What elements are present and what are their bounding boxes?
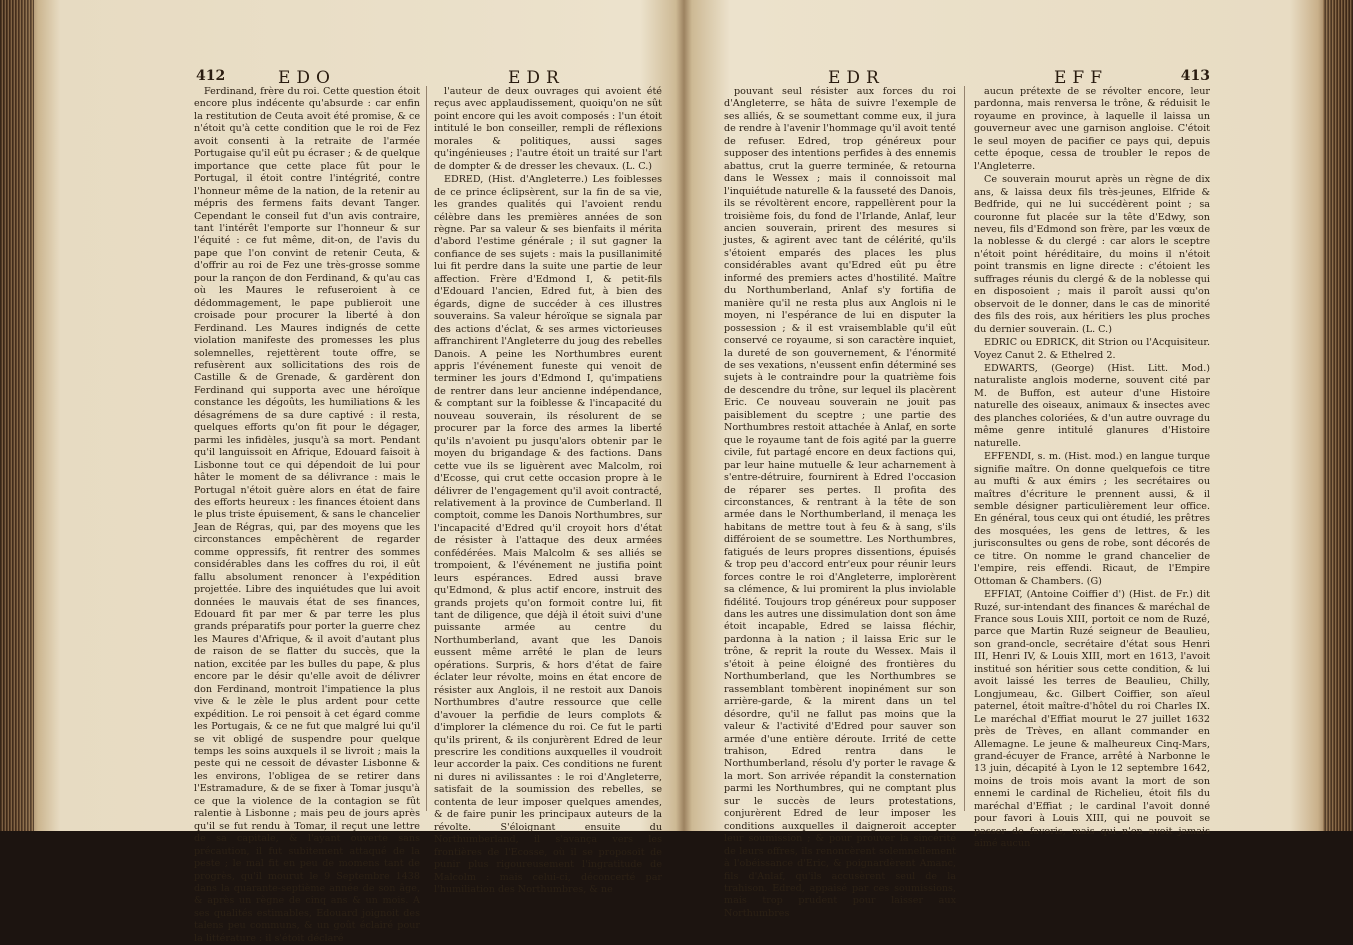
text-paragraph: EFFENDI, s. m. (Hist. mod.) en langue turque signifie maître. On donne quelquefois ce titre au mufti & aux émirs ; les secrétaires ou maîtres d'écriture le prennent aussi, & il semble désigner particulièrement leur office. En général, tous ceux qui ont étudié, les prêtres des mosquées, les gens de lettres, & les jurisconsultes ou gens de robe, sont décorés de ce titre. On nomme le grand chancelier de l'empire, reis effendi. Ricaut, de l'Empire Ottoman & Chambers. (G) [974, 451, 1210, 587]
text-paragraph: EDRIC ou EDRICK, dit Strion ou l'Acquisiteur. Voyez Canut 2. & Ethelred 2. [974, 337, 1210, 361]
right-page [724, 0, 1210, 919]
text-paragraph: Ferdinand, frère du roi. Cette question étoit encore plus indécente qu'absurde : car enfin la restitution de Ceuta avoit été promise, & ce n'étoit qu'à cette condition que le roi de Fez avoit consenti à la retraite de l'armée Portugaise qu'il eût pu écraser ; & de quelque importance que cette place fût pour le Portugal, il étoit contre l'intégrité, contre l'honneur même de la nation, de la retenir au mépris des fermens faits devant Tanger. Cependant le conseil fut d'un avis contraire, tant l'intérêt l'emporte sur l'honneur & sur l'équité : ce fut même, dit-on, de l'avis du pape que l'on convint de retenir Ceuta, & d'offrir au roi de Fez une très-grosse somme pour la rançon de don Ferdinand, & qu'au cas où les Maures le refuseroient à ce dédommagement, le pape publieroit une croisade pour procurer la liberté à don Ferdinand. Les Maures indignés de cette violation manifeste des promesses les plus solemnelles, rejettèrent toute offre, se refusèrent aux sollicitations des rois de Castille & de Grenade, & gardèrent don Ferdinand qui supporta avec une héroïque constance les dégoûts, les humiliations & les désagrémens de sa dure captivé : il resta, quelques efforts qu'on fit pour le dégager, parmi les infidèles, jusqu'à sa mort. Pendant qu'il languissoit en Afrique, Edouard faisoit à Lisbonne tout ce qui dépendoit de lui pour hâter le moment de sa délivrance : mais le Portugal n'étoit guère alors en état de faire des efforts heureux : les finances étoient dans le plus triste épuisement, & sans le chancelier Jean de Régras, qui, par des moyens que les circonstances empêchèrent de regarder comme oppressifs, fit rentrer des sommes considérables dans les coffres du roi, il eût fallu absolument renoncer à l'expédition projettée. Libre des inquiétudes que lui avoit données le mauvais état de ses finances, Edouard fit par mer & par terre les plus grands préparatifs pour porter la guerre chez les Maures d'Afrique, & il avoit d'autant plus de raison de se flatter du succès, que la nation, excitée par les bulles du pape, & plus encore par le désir qu'elle avoit de délivrer don Ferdinand, montroit l'impatience la plus vive & le zèle le plus ardent pour cette expédition. Le roi pensoit à cet égard comme les Portugais, & ce ne fut que malgré lui qu'il se vit obligé de suspendre pour quelque temps les soins auxquels il se livroit ; mais la peste qui ne cessoit de dévaster Lisbonne & les environs, l'obligea de se retirer dans l'Estramadure, & de se fixer à Tomar jusqu'à ce que la violence de la contagion se fût ralentie à Lisbonne ; mais peu de jours après qu'il se fut rendu à Tomar, il reçut une lettre de sa capitale, & l'ayant ouverte sans précaution, il fut subitement attaqué de la peste ; le mal fit en peu de momens tant de progrès, qu'il mourut le 9 Septembre 1438 dans la quarante-septième année de son âge, & après un règne de cinq ans & un mois. A ses qualités estimables, Edouard joignoit des talens peu communs, & un goût éclairé pour la littérature : il s'étoit déclaré [194, 86, 420, 944]
column-rule [964, 86, 965, 811]
column-rule [426, 86, 427, 811]
left-headword-2: EDR [508, 68, 565, 88]
text-paragraph: aucun prétexte de se révolter encore, leur pardonna, mais renversa le trône, & réduisit le royaume en province, à laquelle il laissa un gouverneur avec une garnison angloise. C'étoit le seul moyen de pacifier ce pays qui, depuis cette époque, cessa de troubler le repos de l'Angleterre. [974, 86, 1210, 172]
left-page-number: 412 [196, 68, 226, 84]
left-column-2 [434, 86, 662, 895]
text-paragraph: pouvant seul résister aux forces du roi d'Angleterre, se hâta de suivre l'exemple de ses alliés, & se soumettant comme eux, il jura de rendre à l'avenir l'hommage qu'il avoit tenté de refuser. Edred, trop généreux pour supposer des intentions perfides à des ennemis abattus, crut la guerre terminée, & retourna dans le Wessex ; mais il connoissoit mal l'inquiétude naturelle & la fausseté des Danois, ils se révoltèrent encore, rappellèrent pour la troisième fois, du fond de l'Irlande, Anlaf, leur ancien souverain, prirent des mesures si justes, & agirent avec tant de célérité, qu'ils s'étoient emparés des places les plus considérables avant qu'Edred eût pu être informé des premiers actes d'hostilité. Maître du Northumberland, Anlaf s'y fortifia de manière qu'il ne resta plus aux Anglois ni le moyen, ni l'espérance de lui en disputer la possession ; & il est vraisemblable qu'il eût conservé ce royaume, si son caractère inquiet, la dureté de son gouvernement, & l'énormité de ses vexations, n'eussent enfin déterminé ses sujets à le contraindre pour la quatrième fois de descendre du trône, sur lequel ils placèrent Eric. Ce nouveau souverain ne jouit pas paisiblement du sceptre ; une partie des Northumbres restoit attachée à Anlaf, en sorte que le royaume tant de fois agité par la guerre civile, fut partagé encore en deux factions qui, par leur haine mutuelle & leur acharnement à s'entre-détruire, fournirent à Edred l'occasion de réparer ses pertes. Il profita des circonstances, & rentrant à la tête de son armée dans le Northumberland, il menaça les habitans de mettre tout à feu & à sang, s'ils différoient de se soumettre. Les Northumbres, fatigués de leurs propres dissentions, épuisés & trop peu d'accord entr'eux pour réunir leurs forces contre le roi d'Angleterre, implorèrent sa clémence, & lui promirent la plus inviolable fidélité. Toujours trop généreux pour supposer dans les autres une dissimulation dont son âme étoit incapable, Edred se laissa fléchir, pardonna à la nation ; il laissa Eric sur le trône, & reprit la route du Wessex. Mais il s'étoit à peine éloigné des frontières du Northumberland, que les Northumbres se rassemblant tombèrent inopinément sur son arrière-garde, & la mirent dans un tel désordre, qu'il ne fallut pas moins que la valeur & l'activité d'Edred pour sauver son armée d'une entière déroute. Irrité de cette trahison, Edred rentra dans le Northumberland, résolu d'y porter le ravage & la mort. Son arrivée répandit la consternation parmi les Northumbres, qui ne comptant plus sur le succès de leurs protestations, conjurèrent Edred de leur imposer les conditions auxquelles il daigneroit accepter leur soumission ; & pour prouver la sincérité de leurs offres, ils renoncèrent solemnellement à l'obéissance d'Eric, & poignardèrent Amanc, fils d'Anlaf, qu'ils accusèrent seul de la trahison. Edred, appaisé par ces soumissions, mais trop prudent pour laisser aux Northumbres [724, 86, 956, 919]
right-page-number: 413 [1180, 68, 1210, 84]
left-column-1 [194, 86, 420, 944]
right-column-2 [974, 86, 1210, 850]
right-column-1 [724, 86, 956, 919]
text-paragraph: EFFIAT, (Antoine Coiffier d') (Hist. de Fr.) dit Ruzé, sur-intendant des finances & maréchal de France sous Louis XIII, portoit ce nom de Ruzé, parce que Martin Ruzé seigneur de Beaulieu, son grand-oncle, secrétaire d'état sous Henri III, Henri IV, & Louis XIII, mort en 1613, l'avoit institué son héritier sous cette condition, & lui avoit laissé les terres de Beaulieu, Chilly, Longjumeau, &c. Gilbert Coiffier, son aïeul paternel, étoit maître-d'hôtel du roi Charles IX. Le maréchal d'Effiat mourut le 27 juillet 1632 près de Trèves, en allant commander en Allemagne. Le jeune & malheureux Cinq-Mars, grand-écuyer de France, arrêté à Narbonne le 13 juin, décapité à Lyon le 12 septembre 1642, moins de trois mois avant la mort de son ennemi le cardinal de Richelieu, étoit fils du maréchal d'Effiat ; le cardinal l'avoit donné pour favori à Louis XIII, qui ne pouvoit se passer de favoris, mais qui n'en avoit jamais aimé aucun [974, 589, 1210, 850]
text-paragraph: EDWARTS, (George) (Hist. Litt. Mod.) naturaliste anglois moderne, souvent cité par M. de Buffon, est auteur d'une Histoire naturelle des oiseaux, animaux & insectes avec des planches coloriées, & d'un autre ouvrage du même genre intitulé glanures d'Histoire naturelle. [974, 362, 1210, 449]
text-paragraph: EDRED, (Hist. d'Angleterre.) Les foiblesses de ce prince éclipsèrent, sur la fin de sa vie, les grandes qualités qui l'avoient rendu célèbre dans les premières années de son règne. Par sa valeur & ses bienfaits il mérita d'abord l'estime générale ; il sut gagner la confiance de ses sujets : mais la pusillanimité lui fit perdre dans la suite une partie de leur affection. Frère d'Edmond I, & petit-fils d'Edouard l'ancien, Edred fut, à bien des égards, digne de succéder à ces illustres souverains. Sa valeur héroïque se signala par des actions d'éclat, & ses armes victorieuses affranchirent l'Angleterre du joug des rebelles Danois. A peine les Northumbres eurent appris l'événement funeste qui venoit de terminer les jours d'Edmond I, qu'impatiens de rentrer dans leur ancienne indépendance, & comptant sur la foiblesse & l'incapacité du nouveau souverain, ils résolurent de se procurer par la force des armes la liberté qu'ils n'avoient pu jusqu'alors obtenir par le moyen du brigandage & des factions. Dans cette vue ils se liguèrent avec Malcolm, roi d'Ecosse, qui crut cette occasion propre à le délivrer de l'engagement qu'il avoit contracté, relativement à la province de Cumberland. Il comptoit, comme les Danois Northumbres, sur l'incapacité d'Edred qu'il croyoit hors d'état de résister à l'attaque des deux armées confédérées. Mais Malcolm & ses alliés se trompoient, & l'événement ne justifia point leurs espérances. Edred aussi brave qu'Edmond, & plus actif encore, instruit des grands projets qu'on formoit contre lui, fit tant de diligence, que déjà il étoit suivi d'une puissante armée au centre du Northumberland, avant que les Danois eussent même arrêté le plan de leurs opérations. Surpris, & hors d'état de faire éclater leur révolte, moins en état encore de résister aux Anglois, il ne restoit aux Danois Northumbres d'autre ressource que celle d'avouer la perfidie de leurs complots & d'implorer la clémence du roi. Ce fut le parti qu'ils prirent, & ils conjurèrent Edred de leur prescrire les conditions auxquelles il voudroit leur accorder la paix. Ces conditions ne furent ni dures ni avilissantes : le roi d'Angleterre, satisfait de la soumission des rebelles, se contenta de leur imposer quelques amendes, & de faire punir les principaux auteurs de la révolte. S'éloignant ensuite du Northumberland, il s'avança vers les frontières de l'Ecosse, où il se proposoit de punir plus rigoureusement l'ingratitude de Malcolm : mais celui-ci, déconcerté par l'humiliation des Northumbres, & ne [434, 174, 662, 895]
right-page-edges [1323, 0, 1353, 831]
text-paragraph: Ce souverain mourut après un règne de dix ans, & laissa deux fils très-jeunes, Elfride & Bedfride, qui ne lui succédèrent point ; sa couronne fut placée sur la tête d'Edwy, son neveu, fils d'Edmond son frère, par les vœux de la noblesse & du clergé : car alors le sceptre n'étoit point héréditaire, du moins il n'étoit point transmis en ligne directe : c'étoient les suffrages réunis du clergé & de la noblesse qui en disposoient ; mais il paroît aussi qu'on observoit de le donner, dans le cas de minorité des fils des rois, aux héritiers les plus proches du dernier souverain. (L. C.) [974, 174, 1210, 335]
left-page [186, 0, 662, 944]
left-page-edges [0, 0, 34, 831]
text-paragraph: l'auteur de deux ouvrages qui avoient été reçus avec applaudissement, quoiqu'on ne sût point encore qui les avoit composés : l'un étoit intitulé le bon conseiller, rempli de réflexions morales & politiques, aussi sages qu'ingénieuses ; l'autre étoit un traité sur l'art de dompter & de dresser les chevaux. (L. C.) [434, 86, 662, 172]
left-headword-1: EDO [278, 68, 336, 88]
right-headword-2: EFF [1054, 68, 1109, 88]
right-headword-1: EDR [828, 68, 885, 88]
